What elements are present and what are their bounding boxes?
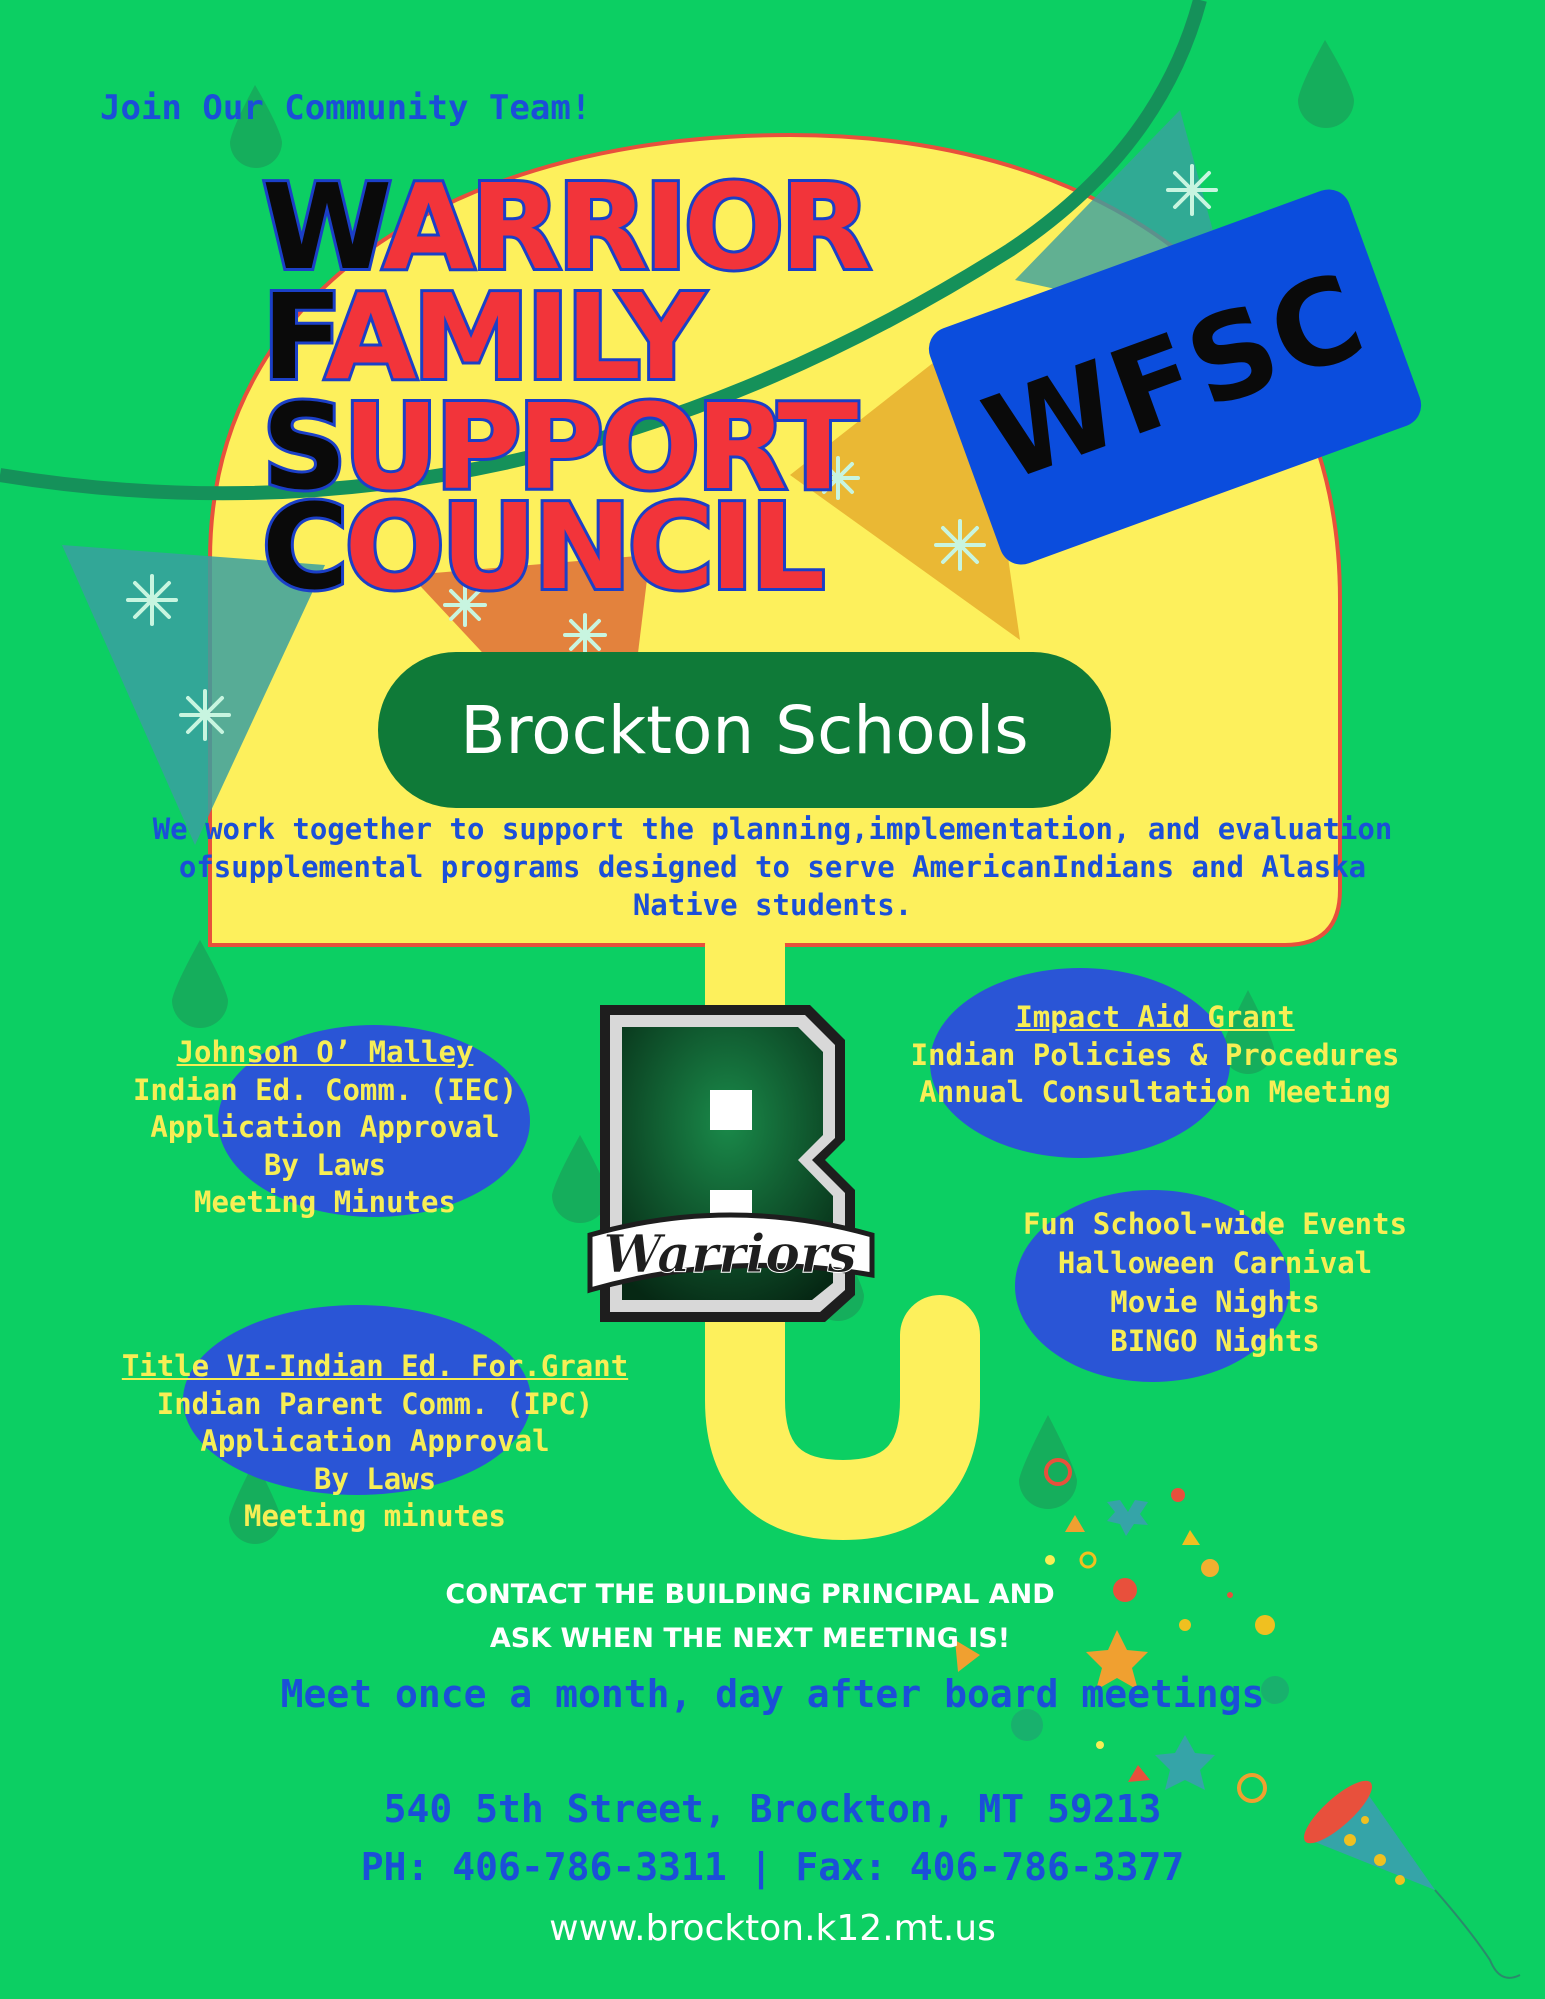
- impact-item: Indian Policies & Procedures: [910, 1037, 1400, 1072]
- impact-item: Annual Consultation Meeting: [919, 1075, 1391, 1109]
- school-name-pill: Brockton Schools: [378, 652, 1111, 808]
- title-initial: C: [262, 478, 345, 616]
- title-line-council: [262, 478, 822, 616]
- contact-line: ASK WHEN THE NEXT MEETING IS!: [489, 1623, 1011, 1654]
- events-block: [960, 1205, 1470, 1361]
- title-initial: W: [262, 158, 383, 296]
- events-item: Fun School-wide Events: [1022, 1207, 1408, 1241]
- meeting-frequency: Meet once a month, day after board meetings: [280, 1672, 1265, 1716]
- snowflake-2: [181, 691, 229, 739]
- johnson-omalley-block: [90, 1034, 560, 1222]
- title-rest: ARRIOR: [382, 158, 867, 296]
- contact-principal-note: [400, 1573, 1100, 1661]
- johnson-item: Indian Ed. Comm. (IEC): [132, 1072, 518, 1107]
- raindrop-6: [1019, 1415, 1077, 1509]
- title-vi-item: Meeting minutes: [244, 1499, 506, 1533]
- mission-statement: [60, 810, 1485, 924]
- wfsc-badge-text: WFSC: [967, 245, 1383, 509]
- raindrop-1: [1298, 40, 1354, 128]
- snowflake-5: [565, 615, 605, 655]
- snowflake-4: [936, 521, 984, 569]
- johnson-item: Application Approval: [150, 1110, 500, 1144]
- contact-line: CONTACT THE BUILDING PRINCIPAL AND: [445, 1579, 1055, 1610]
- title-initial: F: [262, 268, 326, 406]
- events-item: BINGO Nights: [1110, 1324, 1320, 1358]
- phone-fax: PH: 406-786-3311 | Fax: 406-786-3377: [360, 1845, 1185, 1889]
- impact-heading: Impact Aid Grant: [1015, 1000, 1295, 1034]
- johnson-item: Meeting Minutes: [194, 1185, 456, 1219]
- mission-line: We work together to support the planning,implementation, and evaluation: [152, 812, 1393, 846]
- title-rest: OUNCIL: [344, 478, 822, 616]
- title-vi-heading: Title VI-Indian Ed. For.Grant: [121, 1349, 629, 1383]
- johnson-heading: Johnson O’ Malley: [176, 1035, 474, 1069]
- raindrop-3: [172, 940, 228, 1028]
- title-rest: AMILY: [325, 268, 700, 406]
- website-link[interactable]: www.brockton.k12.mt.us: [549, 1908, 996, 1949]
- title-vi-block: [60, 1348, 690, 1536]
- mission-line: Native students.: [632, 888, 913, 922]
- title-initial: S: [262, 378, 343, 516]
- snowflake-1: [128, 576, 176, 624]
- title-vi-item: By Laws: [313, 1461, 437, 1496]
- snowflake-3: [1168, 166, 1216, 214]
- mission-line: ofsupplemental programs designed to serve AmericanIndians and Alaska: [178, 850, 1367, 884]
- logo-script-text: Warriors: [603, 1224, 857, 1285]
- warriors-logo: [580, 1000, 880, 1325]
- school-address: 540 5th Street, Brockton, MT 59213: [383, 1787, 1162, 1831]
- title-vi-item: Indian Parent Comm. (IPC): [156, 1386, 594, 1421]
- impact-aid-block: [870, 999, 1440, 1112]
- events-item: Movie Nights: [1110, 1285, 1320, 1319]
- tagline: Join Our Community Team!: [100, 88, 592, 128]
- events-item: Halloween Carnival: [1057, 1246, 1373, 1280]
- title-vi-item: Application Approval: [200, 1424, 550, 1458]
- title-rest: UPPORT: [343, 378, 855, 516]
- johnson-item: By Laws: [263, 1147, 387, 1182]
